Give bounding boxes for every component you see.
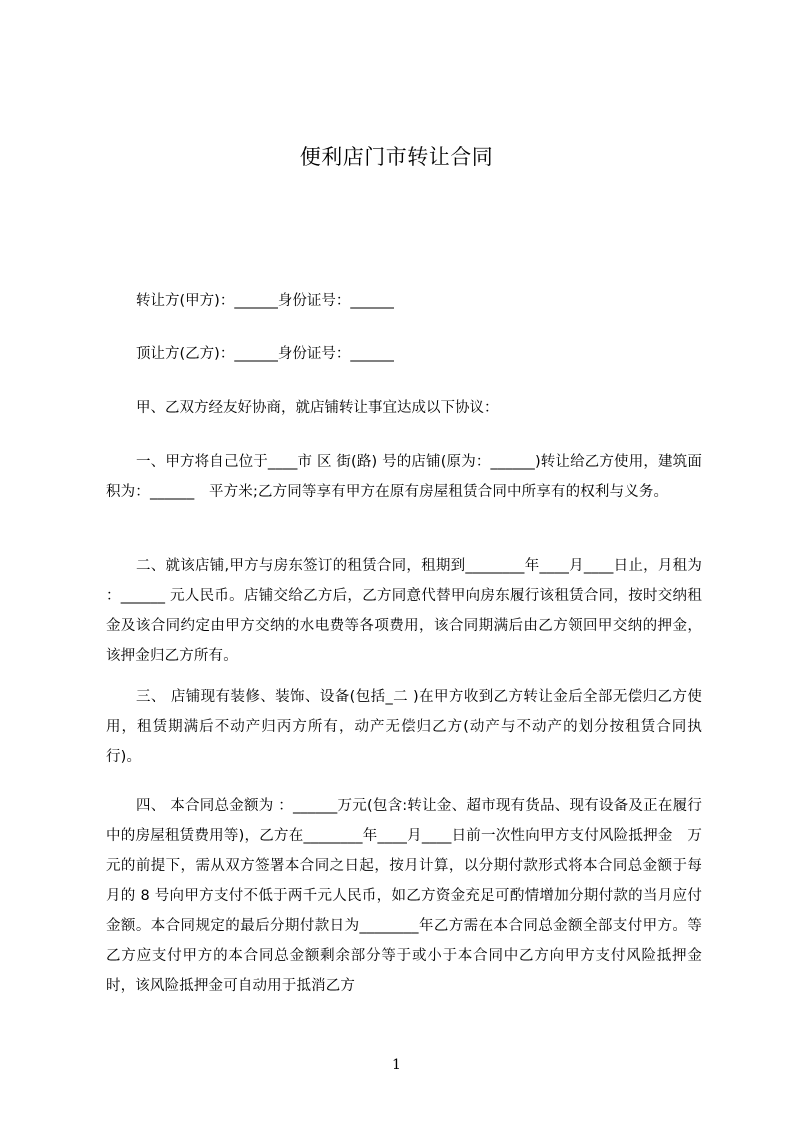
- clause-1: 一、甲方将自己位于____市 区 街(路) 号的店铺(原为：______)转让给乙方使用，建筑面积为：______ 平方米;乙方同等享有甲方在原有房屋租赁合同中所享有的权利与义务。: [106, 454, 702, 500]
- document-title: 便利店门市转让合同: [299, 145, 494, 169]
- transferor-line: 转让方(甲方)：______身份证号：______: [136, 293, 394, 309]
- transferee-line: 顶让方(乙方)：______身份证号：______: [136, 346, 394, 362]
- page-number: 1: [392, 1057, 401, 1073]
- clause-4: 四、 本合同总金额为 ：______万元(包含:转让金、超市现有货品、现有设备及正在履行中的房屋租赁费用等)，乙方在________年____月____日前一次性向甲方支付风险抵押金 万元的前提下，需从双方签署本合同之日起，按月计算，以分期付款形式将本合同总金额于每月的 8 号向甲方支付不低于两千元人民币，如乙方资金充足可酌情增加分期付款的当月应付金额。本合同规定的最后分期付款日为________年乙方需在本合同总金额全部支付甲方。等乙方应支付甲方的本合同总金额剩余部分等于或小于本合同中乙方向甲方支付风险抵押金时，该风险抵押金可自动用于抵消乙方: [106, 798, 702, 994]
- clause-3: 三、 店铺现有装修、装饰、设备(包括_二 )在甲方收到乙方转让金后全部无偿归乙方使用，租赁期满后不动产归丙方所有，动产无偿归乙方(动产与不动产的划分按租赁合同执行)。: [106, 689, 702, 765]
- clause-2: 二、就该店铺,甲方与房东签订的租赁合同，租期到________年____月____日止，月租为 ：______ 元人民币。店铺交给乙方后，乙方同意代替甲向房东履行该租赁合同，按时交纳租金及该合同约定由甲方交纳的水电费等各项费用，该合同期满后由乙方领回甲交纳的押金，该押金归乙方所有。: [106, 558, 702, 664]
- intro-line: 甲、乙双方经友好协商，就店铺转让事宜达成以下协议：: [136, 400, 499, 416]
